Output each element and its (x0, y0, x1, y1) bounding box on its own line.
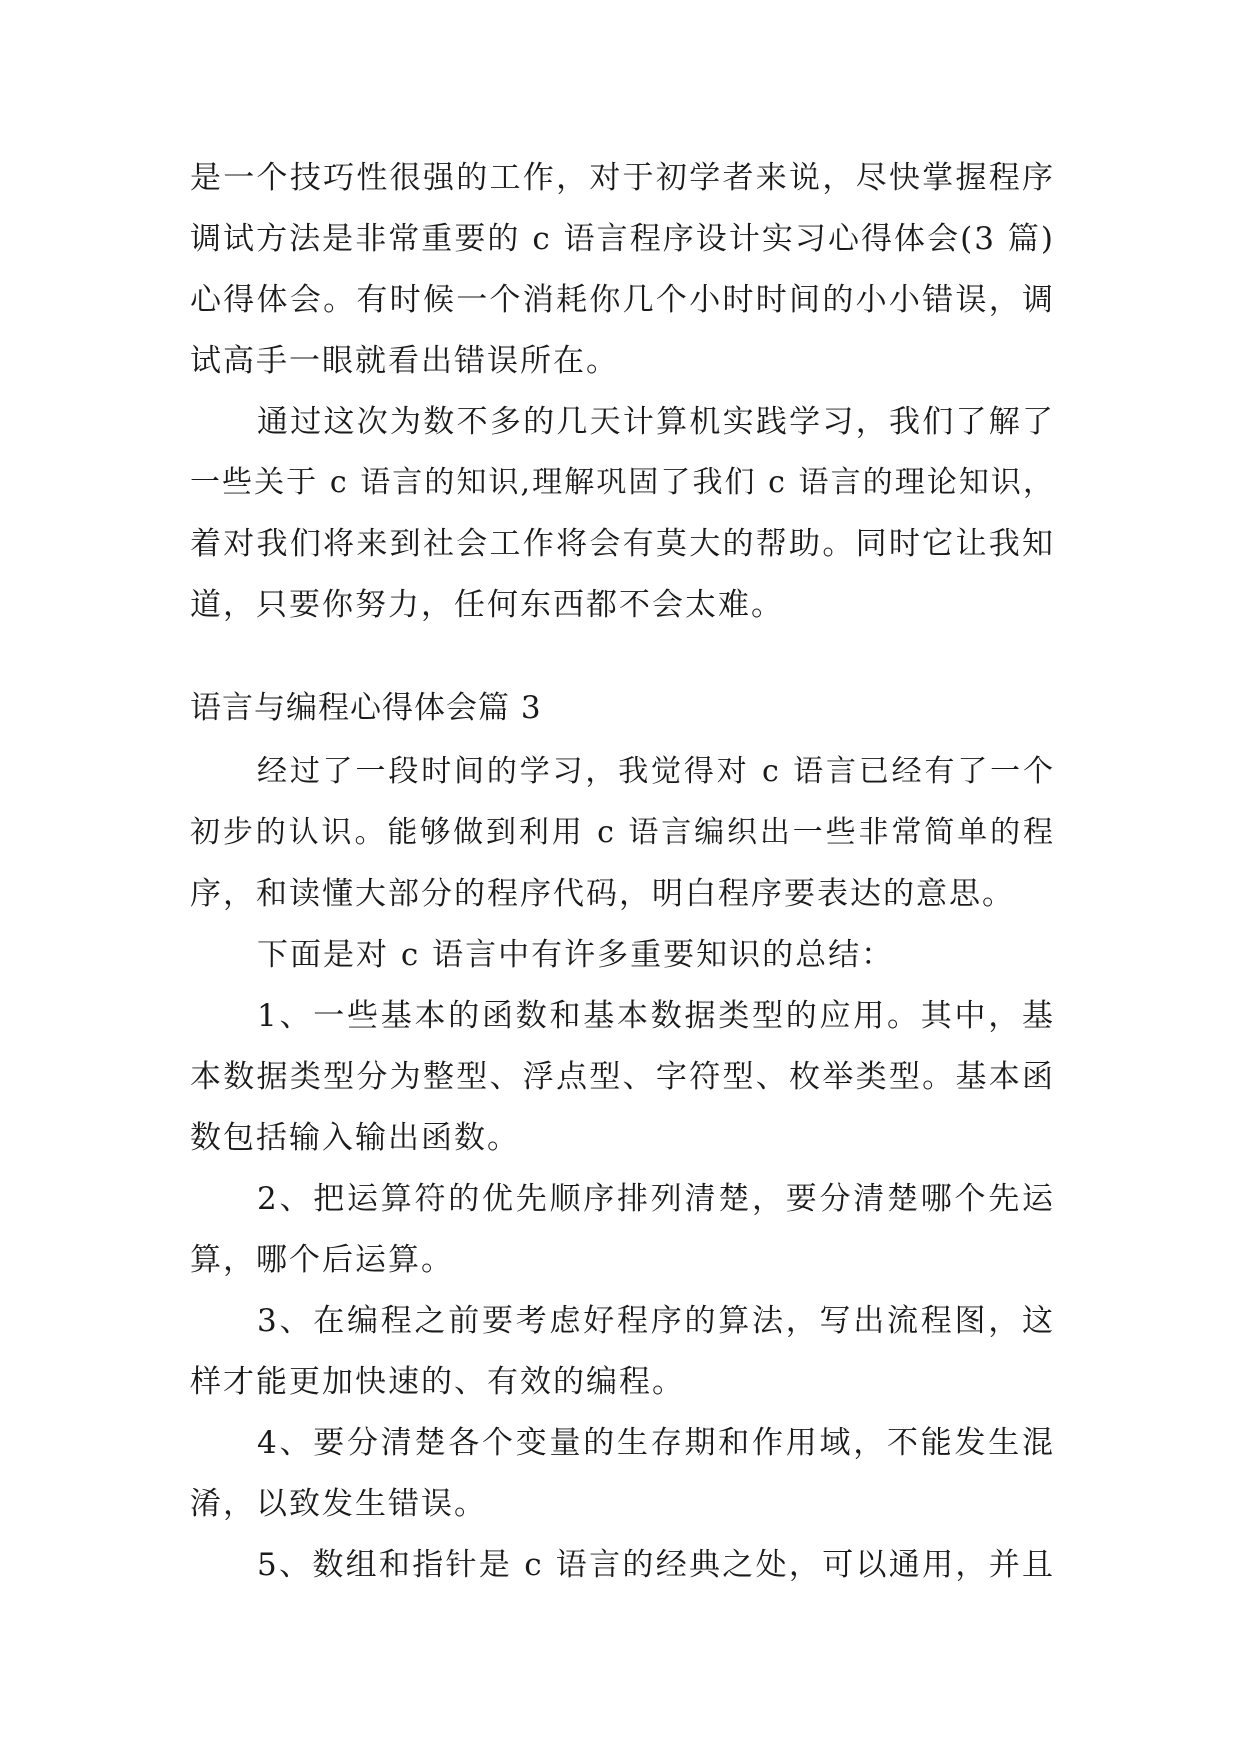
text-line: 经过了一段时间的学习，我觉得对 c 语言已经有了一个 (257, 754, 1055, 789)
text-line: 样才能更加快速的、有效的编程。 (190, 1364, 685, 1400)
text-line: 本数据类型分为整型、浮点型、字符型、枚举类型。基本函 (190, 1059, 1055, 1095)
text-line: 通过这次为数不多的几天计算机实践学习，我们了解了 (257, 404, 1055, 440)
text-line: 心得体会。有时候一个消耗你几个小时时间的小小错误，调 (190, 282, 1055, 318)
text-line: 1、一些基本的函数和基本数据类型的应用。其中，基 (257, 998, 1055, 1034)
text-line: 数包括输入输出函数。 (190, 1120, 520, 1156)
text-line: 算，哪个后运算。 (190, 1242, 454, 1278)
text-line: 调试方法是非常重要的 c 语言程序设计实习心得体会(3 篇) (190, 221, 1055, 257)
text-line: 淆，以致发生错误。 (190, 1486, 487, 1522)
text-line: 着对我们将来到社会工作将会有莫大的帮助。同时它让我知 (190, 526, 1055, 562)
text-line: 2、把运算符的优先顺序排列清楚，要分清楚哪个先运 (257, 1181, 1055, 1217)
text-line: 4、要分清楚各个变量的生存期和作用域，不能发生混 (257, 1425, 1055, 1461)
text-line: 试高手一眼就看出错误所在。 (190, 343, 619, 379)
text-line: 序，和读懂大部分的程序代码，明白程序要表达的意思。 (190, 876, 1015, 912)
text-line: 3、在编程之前要考虑好程序的算法，写出流程图，这 (257, 1303, 1055, 1339)
text-line: 是一个技巧性很强的工作，对于初学者来说，尽快掌握程序 (190, 160, 1055, 196)
text-line: 5、数组和指针是 c 语言的经典之处，可以通用，并且 (257, 1547, 1055, 1583)
section-heading: 语言与编程心得体会篇 3 (190, 690, 542, 726)
text-line: 初步的认识。能够做到利用 c 语言编织出一些非常简单的程 (190, 815, 1055, 850)
text-line: 下面是对 c 语言中有许多重要知识的总结： (257, 937, 895, 973)
text-line: 道，只要你努力，任何东西都不会太难。 (190, 587, 784, 623)
text-line: 一些关于 c 语言的知识,理解巩固了我们 c 语言的理论知识， (190, 465, 1055, 500)
